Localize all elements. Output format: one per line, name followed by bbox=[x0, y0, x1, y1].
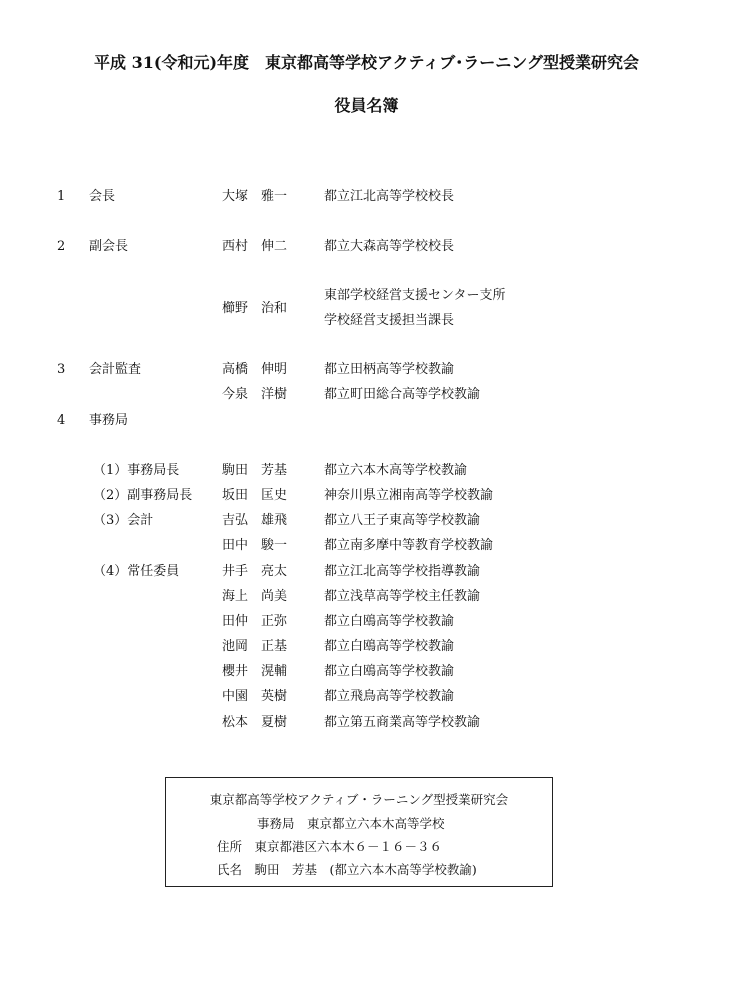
document-title: 平成 31(令和元)年度 東京都高等学校アクティブ･ラーニング型授業研究会 bbox=[94, 53, 639, 72]
member-name: 井手 亮太 bbox=[222, 564, 288, 579]
sub-role: （2）副事務局長 bbox=[93, 488, 193, 503]
member-affiliation: 都立浅草高等学校主任教諭 bbox=[324, 589, 481, 604]
member-name: 坂田 匡史 bbox=[222, 488, 288, 503]
member-affiliation: 都立八王子東高等学校教諭 bbox=[324, 513, 481, 528]
member-affiliation: 都立南多摩中等教育学校教諭 bbox=[324, 538, 494, 553]
document-subtitle: 役員名簿 bbox=[334, 96, 399, 115]
section-number: 3 bbox=[57, 362, 66, 377]
member-name: 田中 駿一 bbox=[222, 538, 288, 553]
section-number: 4 bbox=[57, 413, 66, 428]
member-affiliation: 都立白鴎高等学校教諭 bbox=[324, 639, 455, 654]
member-affiliation: 都立飛鳥高等学校教諭 bbox=[324, 689, 455, 704]
sub-role: （3）会計 bbox=[93, 513, 154, 528]
member-affiliation: 東部学校経営支援センター支所 bbox=[324, 288, 506, 303]
section-number: 1 bbox=[57, 189, 66, 204]
member-name: 今泉 洋樹 bbox=[222, 387, 288, 402]
section-role: 会長 bbox=[89, 189, 116, 204]
member-affiliation: 都立白鴎高等学校教諭 bbox=[324, 664, 455, 679]
member-affiliation: 神奈川県立湘南高等学校教諭 bbox=[324, 488, 494, 503]
member-name: 海上 尚美 bbox=[222, 589, 288, 604]
member-name: 櫻井 滉輔 bbox=[222, 664, 288, 679]
member-affiliation-line2: 学校経営支援担当課長 bbox=[324, 313, 455, 328]
member-name: 櫛野 治和 bbox=[222, 301, 288, 316]
member-affiliation: 都立江北高等学校校長 bbox=[324, 189, 455, 204]
member-affiliation: 都立六本木高等学校教諭 bbox=[324, 463, 468, 478]
sub-role: （4）常任委員 bbox=[93, 564, 180, 579]
member-name: 田仲 正弥 bbox=[222, 614, 288, 629]
member-affiliation: 都立町田総合高等学校教諭 bbox=[324, 387, 481, 402]
member-name: 駒田 芳基 bbox=[222, 463, 288, 478]
contact-address: 住所 東京都港区六本木６－１６－３６ bbox=[217, 839, 443, 854]
contact-organization: 東京都高等学校アクティブ・ラーニング型授業研究会 bbox=[209, 792, 509, 807]
contact-name: 氏名 駒田 芳基 (都立六本木高等学校教諭) bbox=[217, 862, 477, 877]
sub-role: （1）事務局長 bbox=[93, 463, 180, 478]
member-affiliation: 都立田柄高等学校教諭 bbox=[324, 362, 455, 377]
section-number: 2 bbox=[57, 239, 66, 254]
member-affiliation: 都立大森高等学校校長 bbox=[324, 239, 455, 254]
member-name: 西村 伸二 bbox=[222, 239, 288, 254]
section-role: 事務局 bbox=[89, 413, 129, 428]
section-role: 副会長 bbox=[89, 239, 129, 254]
member-affiliation: 都立白鴎高等学校教諭 bbox=[324, 614, 455, 629]
contact-box bbox=[165, 777, 553, 887]
member-name: 高橋 伸明 bbox=[222, 362, 288, 377]
member-name: 松本 夏樹 bbox=[222, 715, 288, 730]
section-role: 会計監査 bbox=[89, 362, 142, 377]
member-name: 中園 英樹 bbox=[222, 689, 288, 704]
member-affiliation: 都立江北高等学校指導教諭 bbox=[324, 564, 481, 579]
member-name: 池岡 正基 bbox=[222, 639, 288, 654]
member-name: 吉弘 雄飛 bbox=[222, 513, 288, 528]
member-name: 大塚 雅一 bbox=[222, 189, 288, 204]
member-affiliation: 都立第五商業高等学校教諭 bbox=[324, 715, 481, 730]
contact-office: 事務局 東京都立六本木高等学校 bbox=[257, 816, 445, 831]
